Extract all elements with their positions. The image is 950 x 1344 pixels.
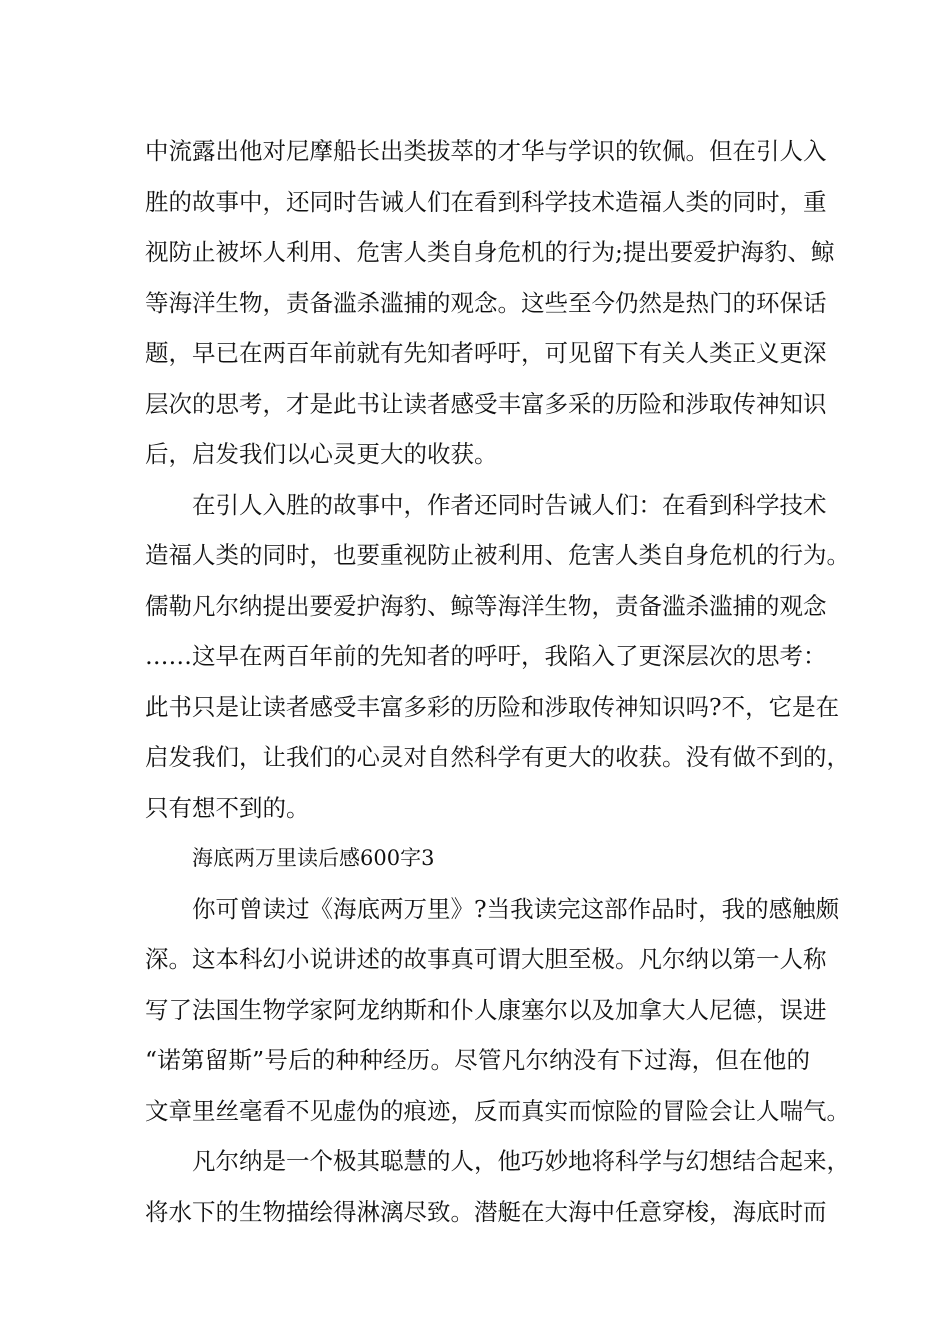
- text-line: ……这早在两百年前的先知者的呼吁，我陷入了更深层次的思考：: [145, 642, 827, 670]
- text-line: 写了法国生物学家阿龙纳斯和仆人康塞尔以及加拿大人尼德，误进: [145, 995, 827, 1024]
- text-line: 此书只是让读者感受丰富多彩的历险和涉取传神知识吗?不，它是在: [145, 692, 840, 721]
- text-line: 只有想不到的。: [145, 793, 310, 822]
- paragraph: [145, 1136, 850, 1237]
- text-line: 中流露出他对尼摩船长出类拔萃的才华与学识的钦佩。但在引人入: [145, 137, 827, 165]
- text-line: 胜的故事中，还同时告诫人们在看到科学技术造福人类的同时，重: [145, 187, 827, 216]
- text-line: 等海洋生物，责备滥杀滥捕的观念。这些至今仍然是热门的环保话: [145, 288, 827, 317]
- section-heading: [145, 833, 810, 884]
- text-line: 深。这本科幻小说讲述的故事真可谓大胆至极。凡尔纳以第一人称: [145, 945, 827, 973]
- text-line: 层次的思考，才是此书让读者感受丰富多采的历险和涉取传神知识: [145, 389, 827, 418]
- text-line: 凡尔纳是一个极其聪慧的人，他巧妙地将科学与幻想结合起来，: [192, 1147, 850, 1175]
- text-line: 儒勒凡尔纳提出要爱护海豹、鲸等海洋生物，责备滥杀滥捕的观念: [145, 591, 827, 620]
- text-line: 后，启发我们以心灵更大的收获。: [145, 440, 498, 468]
- text-line: 启发我们，让我们的心灵对自然科学有更大的收获。没有做不到的，: [145, 743, 850, 771]
- text-line: 将水下的生物描绘得淋漓尽致。潜艇在大海中任意穿梭，海底时而: [145, 1197, 827, 1226]
- text-line: “诺第留斯”号后的种种经历。尽管凡尔纳没有下过海，但在他的: [145, 1046, 810, 1074]
- text-line: 你可曾读过《海底两万里》?当我读完这部作品时，我的感触颇: [192, 894, 840, 923]
- heading-line: 海底两万里读后感600字3: [192, 846, 435, 870]
- text-line: 文章里丝毫看不见虚伪的痕迹，反而真实而惊险的冒险会让人喘气。: [145, 1096, 850, 1125]
- paragraph-continuation: [145, 126, 835, 480]
- document-body: [145, 126, 850, 1237]
- text-line: 视防止被坏人利用、危害人类自身危机的行为;提出要爱护海豹、鲸: [145, 238, 835, 266]
- text-line: 在引人入胜的故事中，作者还同时告诫人们：在看到科学技术: [192, 490, 827, 519]
- text-line: 题，早已在两百年前就有先知者呼吁，可见留下有关人类正义更深: [145, 339, 827, 367]
- paragraph: [145, 480, 850, 834]
- paragraph: [145, 884, 850, 1137]
- text-line: 造福人类的同时，也要重视防止被利用、危害人类自身危机的行为。: [145, 541, 850, 569]
